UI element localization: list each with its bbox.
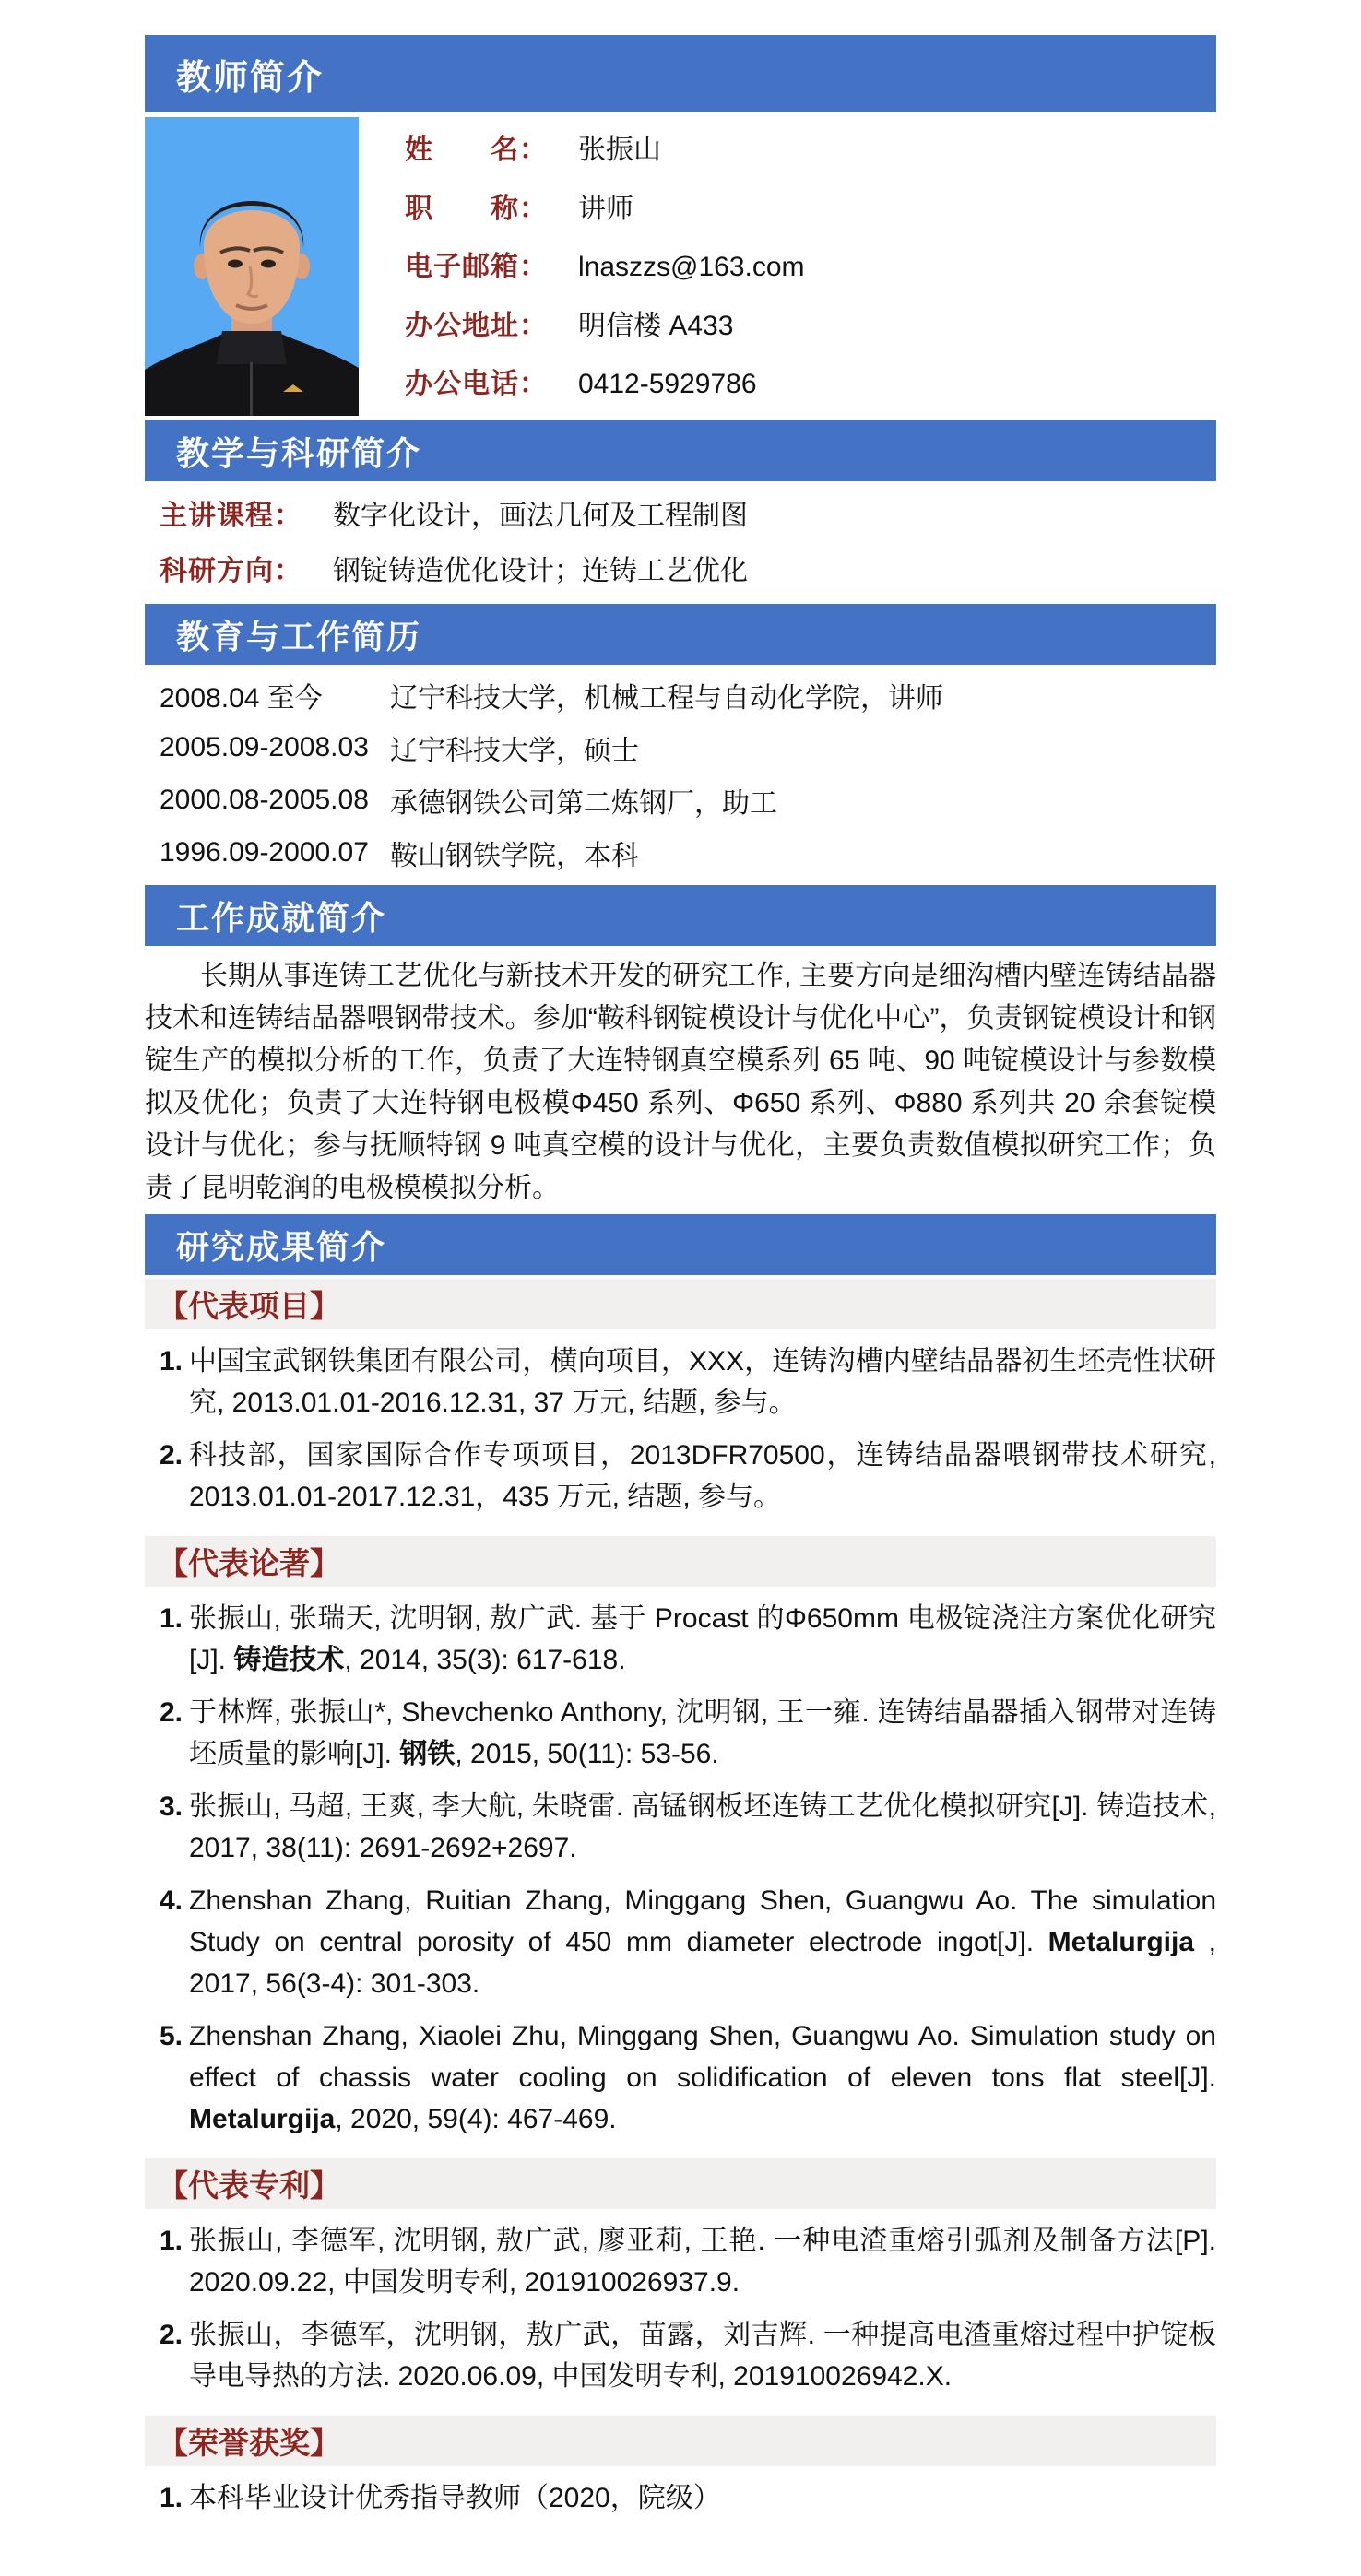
item-text [189, 1435, 1216, 1518]
list-item [145, 2314, 1216, 2397]
achievements-paragraph: 长期从事连铸工艺优化与新技术开发的研究工作, 主要方向是细沟槽内壁连铸结晶器技术和连铸结晶器喂钢带技术。参加“鞍科钢锭模设计与优化中心”，负责钢锭模设计和钢锭生产的模拟分析的工作，负责了大连特钢真空模系列 65 吨、90 吨锭模设计与参数模拟及优化；负责了大连特钢电极模Φ450 系列、Φ650 系列、Φ880 系列共 20 余套锭模设计与优化；参与抚顺特钢 9 吨真空模的设计与优化，主要负责数值模拟研究工作；负责了昆明乾润的电极模模拟分析。 [145, 961, 1216, 1203]
teaching-research-title: 教学与科研简介 [176, 433, 422, 472]
projects-list [145, 1341, 1216, 1518]
field-value: 讲师 [578, 193, 633, 224]
item-text-segment: 钢铁 [399, 1739, 456, 1769]
timeline-desc: 鞍山钢铁学院，本科 [390, 840, 639, 871]
label-value-row [405, 360, 805, 401]
timeline-row [145, 721, 1216, 774]
timeline-period: 1996.09-2000.07 [160, 836, 369, 868]
item-number: 5. [160, 2021, 183, 2051]
field-label: 电子邮箱： [405, 252, 548, 282]
timeline-desc: 辽宁科技大学，硕士 [390, 735, 639, 766]
honors-list [145, 2477, 1216, 2519]
list-item [145, 1341, 1216, 1424]
item-text [189, 2015, 1216, 2140]
publications-list [145, 1598, 1216, 2140]
field-value: 0412-5929786 [578, 369, 757, 399]
eye-right [261, 260, 276, 268]
timeline-desc: 辽宁科技大学，机械工程与自动化学院，讲师 [390, 682, 943, 714]
label-value-row [145, 540, 1216, 596]
field-label: 职 称： [405, 193, 548, 224]
publications-heading-text: 【代表论著】 [158, 1546, 340, 1580]
item-text-segment: 中国宝武钢铁集团有限公司，横向项目，XXX，连铸沟槽内壁结晶器初生坯壳性状研究, 2013.01.01-2016.12.31, 37 万元, 结题, 参与。 [189, 1346, 1216, 1418]
item-number: 1. [160, 1603, 183, 1634]
profile-fields [359, 117, 805, 416]
item-text-segment: 张振山, 李德军, 沈明钢, 敖广武, 廖亚莉, 王艳. 一种电渣重熔引弧剂及制备方法[P]. 2020.09.22, 中国发明专利, 201910026937.9. [189, 2226, 1216, 2298]
timeline-row [145, 826, 1216, 879]
subsection-honors-heading [145, 2416, 1216, 2466]
list-item [145, 1692, 1216, 1775]
item-text-segment: 科技部，国家国际合作专项项目，2013DFR70500，连铸结晶器喂钢带技术研究, 2013.01.01-2017.12.31，435 万元, 结题, 参与。 [189, 1440, 1216, 1512]
subsection-patents-heading [145, 2158, 1216, 2209]
profile-section [145, 117, 1216, 416]
item-number: 2. [160, 1697, 183, 1728]
jacket-zipper [250, 362, 253, 416]
subsection-projects-heading [145, 1279, 1216, 1329]
field-label: 办公地址： [405, 310, 548, 341]
timeline-row [145, 668, 1216, 721]
jacket-collar [217, 331, 287, 364]
list-item [145, 1435, 1216, 1518]
item-number: 3. [160, 1791, 183, 1822]
item-text-segment: , 2020, 59(4): 467-469. [335, 2104, 617, 2134]
timeline-period: 2008.04 至今 [160, 682, 323, 714]
item-text-segment: , 2014, 35(3): 617-618. [344, 1645, 626, 1675]
timeline-desc: 承德钢铁公司第二炼钢厂，助工 [390, 787, 777, 819]
item-text [189, 1692, 1216, 1775]
item-number: 2. [160, 2320, 183, 2350]
item-text-segment: 本科毕业设计优秀指导教师（2020，院级） [189, 2483, 721, 2513]
label-value-row [405, 302, 805, 343]
item-text-segment: Zhenshan Zhang, Ruitian Zhang, Minggang Shen, Guangwu Ao. The simulation Study on central porosity of 450 mm diameter electrode ingot[J]. [189, 1885, 1216, 1957]
subsection-publications-heading [145, 1536, 1216, 1587]
field-label: 办公电话： [405, 369, 548, 399]
item-number: 1. [160, 2483, 183, 2513]
teaching-rows [145, 481, 1216, 599]
item-text-segment: 张振山, 张瑞天, 沈明钢, 敖广武. 基于 Procast 的Φ650mm 电极锭浇注方案优化研究[J]. [189, 1603, 1216, 1675]
timeline-period: 2000.08-2005.08 [160, 784, 369, 815]
timeline-row [145, 774, 1216, 826]
item-text-segment: 铸造技术 [233, 1645, 345, 1675]
item-text [189, 1786, 1216, 1869]
list-item [145, 2015, 1216, 2140]
item-number: 2. [160, 1440, 183, 1471]
patents-heading-text: 【代表专利】 [158, 2168, 340, 2203]
field-value: 钢锭铸造优化设计；连铸工艺优化 [333, 556, 748, 586]
item-text-segment: Metalurgija [189, 2104, 336, 2134]
label-value-row [405, 126, 805, 167]
item-text-segment: , 2017, 56(3-4): 301-303. [189, 1927, 1217, 1999]
item-text [189, 1598, 1216, 1681]
honors-heading-text: 【荣誉获奖】 [158, 2426, 340, 2460]
projects-heading-text: 【代表项目】 [158, 1289, 340, 1323]
field-value: 明信楼 A433 [578, 310, 734, 341]
label-value-row [405, 185, 805, 226]
field-value: 数字化设计，画法几何及工程制图 [333, 501, 748, 531]
item-text [189, 2477, 1216, 2519]
item-number: 4. [160, 1885, 183, 1916]
timeline-period: 2005.09-2008.03 [160, 731, 369, 762]
field-label: 姓 名： [405, 135, 548, 165]
section-bar-achievements [145, 885, 1216, 946]
item-number: 1. [160, 2226, 183, 2256]
item-text [189, 2314, 1216, 2397]
faculty-profile-page [145, 0, 1216, 2519]
achievements-title: 工作成就简介 [176, 898, 387, 937]
list-item [145, 2477, 1216, 2519]
list-item [145, 1786, 1216, 1869]
patents-list [145, 2220, 1216, 2397]
label-value-row [145, 485, 1216, 540]
item-text-segment: Zhenshan Zhang, Xiaolei Zhu, Minggang Shen, Guangwu Ao. Simulation study on effect of chassis water cooling on solidification of eleven tons flat steel[J]. [189, 2021, 1216, 2093]
list-item [145, 1880, 1216, 2004]
list-item [145, 1598, 1216, 1681]
section-bar-research-results [145, 1214, 1216, 1275]
teacher-intro-title: 教师简介 [176, 58, 325, 98]
profile-photo [145, 117, 359, 416]
research-results-title: 研究成果简介 [176, 1227, 387, 1266]
field-label: 科研方向： [160, 556, 302, 586]
item-text [189, 2220, 1216, 2303]
section-bar-teaching-research [145, 420, 1216, 481]
field-value: lnaszzs@163.com [578, 252, 805, 282]
item-text-segment: 张振山, 马超, 王爽, 李大航, 朱晓雷. 高锰钢板坯连铸工艺优化模拟研究[J]. 铸造技术, 2017, 38(11): 2691-2692+2697. [189, 1791, 1216, 1863]
list-item [145, 2220, 1216, 2303]
item-text [189, 1341, 1216, 1424]
section-bar-education-career [145, 604, 1216, 665]
education-career-title: 教育与工作简历 [176, 617, 422, 656]
item-text-segment: 于林辉, 张振山*, Shevchenko Anthony, 沈明钢, 王一雍. 连铸结晶器插入钢带对连铸坯质量的影响[J]. [189, 1697, 1216, 1769]
field-value: 张振山 [578, 135, 661, 165]
item-number: 1. [160, 1346, 183, 1377]
field-label: 主讲课程： [160, 501, 302, 531]
item-text [189, 1880, 1216, 2004]
item-text-segment: 张振山，李德军，沈明钢，敖广武，苗露，刘吉辉. 一种提高电渣重熔过程中护锭板导电导热的方法. 2020.06.09, 中国发明专利, 201910026942.X. [189, 2320, 1216, 2392]
section-bar-teacher-intro [145, 35, 1216, 112]
eye-left [228, 260, 243, 268]
career-timeline [145, 665, 1216, 880]
item-text-segment: , 2015, 50(11): 53-56. [455, 1739, 719, 1769]
item-text-segment: Metalurgija [1047, 1927, 1195, 1957]
label-value-row [405, 243, 805, 284]
